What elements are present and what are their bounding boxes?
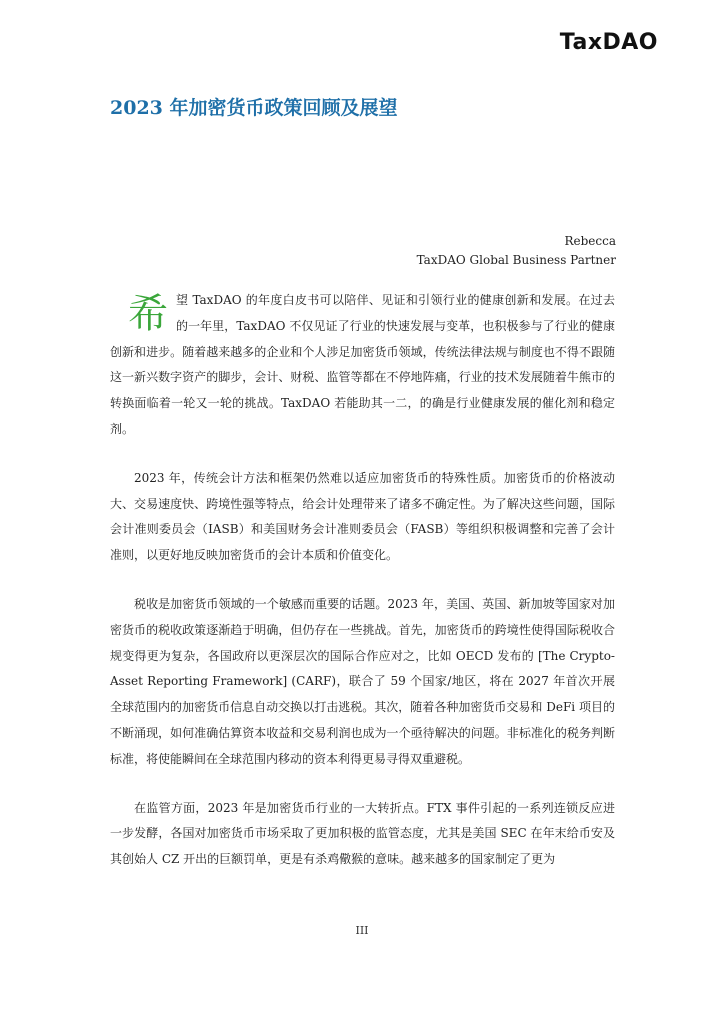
drop-cap: 希 xyxy=(128,291,168,337)
article-body xyxy=(110,286,615,873)
page-number: III xyxy=(355,924,369,937)
author-block xyxy=(417,232,616,270)
paragraph-4: 在监管方面，2023 年是加密货币行业的一大转折点。FTX 事件引起的一系列连锁反应进一步发酵，各国对加密货币市场采取了更加积极的监管态度，尤其是美国 SEC 在年末给币安及其创始人 CZ 开出的巨额罚单，更是有杀鸡儆猴的意味。越来越多的国家制定了更为 xyxy=(110,800,615,867)
author-name: Rebecca xyxy=(564,234,616,248)
paragraph-1-text: 望 TaxDAO 的年度白皮书可以陪伴、见证和引领行业的健康创新和发展。在过去的一年里，TaxDAO 不仅见证了行业的快速发展与变革，也积极参与了行业的健康创新和进步。随着越来越多的企业和个人涉足加密货币领域，传统法律法规与制度也不得不跟随这一新兴数字资产的脚步，会计、财税、监管等都在不停地阵痛，行业的技术发展随着牛熊市的转换面临着一轮又一轮的挑战。TaxDAO 若能助其一二，的确是行业健康发展的催化剂和稳定剂。 xyxy=(110,293,615,436)
taxdao-logo: TaxDAO xyxy=(559,30,658,55)
author-role: TaxDAO Global Business Partner xyxy=(416,253,616,267)
paragraph-2: 2023 年，传统会计方法和框架仍然难以适应加密货币的特殊性质。加密货币的价格波动大、交易速度快、跨境性强等特点，给会计处理带来了诸多不确定性。为了解决这些问题，国际会计准则委员会（IASB）和美国财务会计准则委员会（FASB）等组织积极调整和完善了会计准则，以更好地反映加密货币的会计本质和价值变化。 xyxy=(110,470,615,563)
page-title: 2023 年加密货币政策回顾及展望 xyxy=(110,97,398,119)
paragraph-1 xyxy=(110,286,615,443)
paragraph-3: 税收是加密货币领域的一个敏感而重要的话题。2023 年，美国、英国、新加坡等国家对加密货币的税收政策逐渐趋于明确，但仍存在一些挑战。首先，加密货币的跨境性使得国际税收合规变得更为复杂，各国政府以更深层次的国际合作应对之，比如 OECD 发布的 [The Crypto-Asset Reporting Framework] (CARF)，联合了 59 个国家/地区，将在 2027 年首次开展全球范围内的加密货币信息自动交换以打击逃税。其次，随着各种加密货币交易和 DeFi 项目的不断涌现，如何准确估算资本收益和交易利润也成为一个亟待解决的问题。非标准化的税务判断标准，将使能瞬间在全球范围内移动的资本利得更易寻得双重避税。 xyxy=(110,596,615,766)
